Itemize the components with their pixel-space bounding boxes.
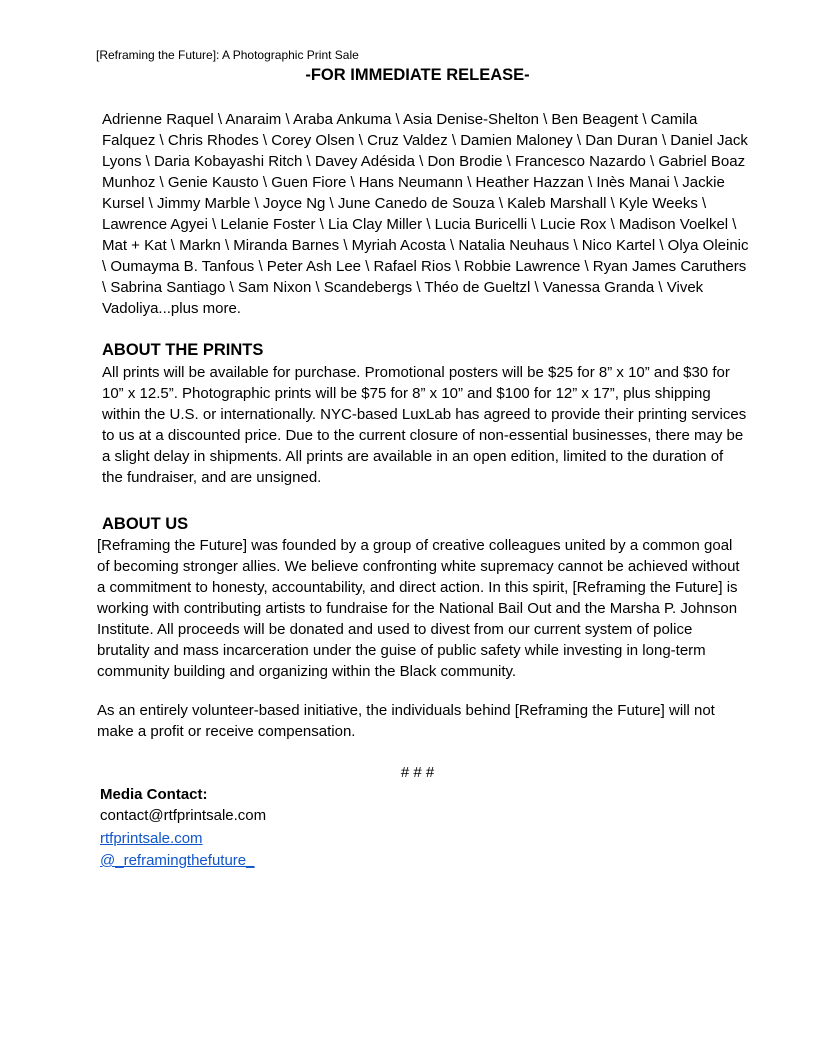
about-us-body: [Reframing the Future] was founded by a group of creative colleagues united by a common goal of becoming stronger allies. We believe confronting white supremacy cannot be achieved without a commitment to honesty, accountability, and direct action. In this spirit, [Reframing the Future] is working with contributing artists to fundraise for the National Bail Out and the Marsha P. Johnson Institute. All proceeds will be donated and used to divest from our current system of police brutality and mass incarceration under the guise of public safety while investing in long-term community building and organizing within the Black community. bbox=[97, 537, 740, 680]
social-handle-link[interactable]: @_reframingthefuture_ bbox=[100, 852, 255, 869]
artist-list: Adrienne Raquel \ Anaraim \ Araba Ankuma \ Asia Denise-Shelton \ Ben Beagent \ Camila Falquez \ Chris Rhodes \ Corey Olsen \ Cruz Valdez \ Damien Maloney \ Dan Duran \ Daniel Jack Lyons \ Daria Kobayashi Ritch \ Davey Adésida \ Don Brodie \ Francesco Nazardo \ Gabriel Boaz Munhoz \ Genie Kausto \ Guen Fiore \ Hans Neumann \ Heather Hazzan \ Inès Manai \ Jackie Kursel \ Jimmy Marble \ Joyce Ng \ June Canedo de Souza \ Kaleb Marshall \ Kyle Weeks \ Lawrence Agyei \ Lelanie Foster \ Lia Clay Miller \ Lucia Buricelli \ Lucie Rox \ Madison Voelkel \ Mat + Kat \ Markn \ Miranda Barnes \ Myriah Acosta \ Natalia Neuhaus \ Nico Kartel \ Olya Oleinic \ Oumayma B. Tanfous \ Peter Ash Lee \ Rafael Rios \ Robbie Lawrence \ Ryan James Caruthers \ Sabrina Santiago \ Sam Nixon \ Scandebergs \ Théo de Gueltzl \ Vanessa Granda \ Vivek Vadoliya...plus more. bbox=[102, 111, 749, 317]
about-prints-body: All prints will be available for purchase. Promotional posters will be $25 for 8” x 10” and $30 for 10” x 12.5”. Photographic prints will be $75 for 8” x 10” and $100 for 12” x 17”, plus shipping within the U.S. or internationally. NYC-based LuxLab has agreed to provide their printing services to us at a discounted price. Due to the current closure of non-essential businesses, there may be a slight delay in shipments. All prints are available in an open edition, limited to the duration of the fundraiser, and are unsigned. bbox=[102, 364, 747, 486]
about-us-volunteer-note: As an entirely volunteer-based initiative, the individuals behind [Reframing the Future] will not make a profit or receive compensation. bbox=[97, 702, 715, 740]
about-us-heading: ABOUT US bbox=[102, 515, 189, 533]
media-contact-heading: Media Contact: bbox=[100, 786, 208, 803]
media-contact-email: contact@rtfprintsale.com bbox=[100, 807, 267, 824]
release-title: -FOR IMMEDIATE RELEASE- bbox=[305, 66, 530, 84]
end-marks: # # # bbox=[400, 764, 435, 781]
about-prints-heading: ABOUT THE PRINTS bbox=[102, 341, 264, 359]
website-link[interactable]: rtfprintsale.com bbox=[100, 830, 203, 847]
media-contact-social-line bbox=[100, 850, 254, 871]
media-contact-website-line bbox=[100, 828, 203, 849]
running-header: [Reframing the Future]: A Photographic Print Sale bbox=[96, 48, 359, 62]
